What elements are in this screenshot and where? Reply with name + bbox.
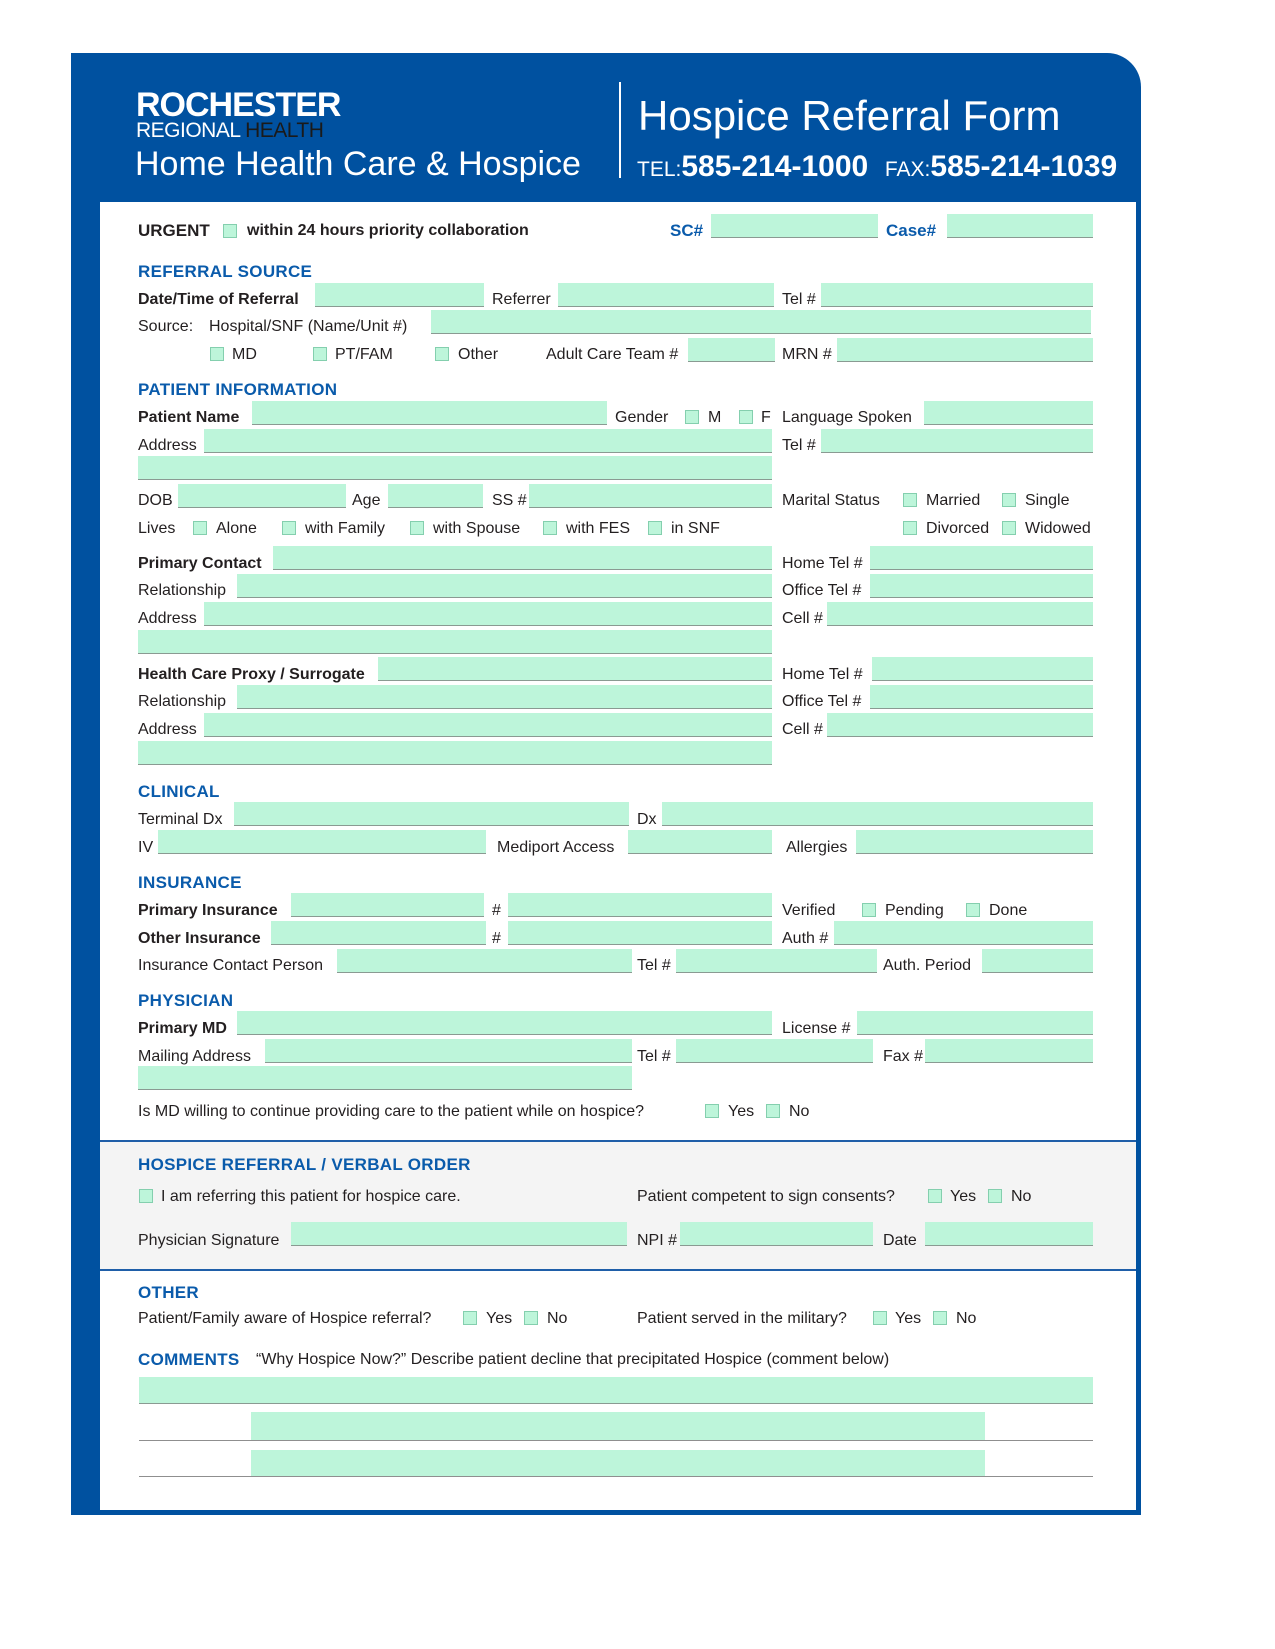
patient-name-field[interactable]: [252, 401, 607, 425]
alone-checkbox[interactable]: [193, 521, 207, 535]
hospital-field[interactable]: [431, 310, 1091, 334]
with-spouse-checkbox[interactable]: [410, 521, 424, 535]
physician-heading: PHYSICIAN: [138, 991, 234, 1010]
proxy-cell-field[interactable]: [827, 713, 1093, 737]
mrn-label: MRN #: [782, 346, 832, 363]
comments-prompt: “Why Hospice Now?” Describe patient decline that precipitated Hospice (comment below): [256, 1351, 890, 1368]
ss-field[interactable]: [529, 484, 772, 508]
military-question: Patient served in the military?: [637, 1310, 847, 1327]
competent-no-checkbox[interactable]: [988, 1189, 1002, 1203]
primary-md-label: Primary MD: [138, 1020, 227, 1037]
proxy-address-field[interactable]: [204, 713, 772, 737]
contact-home-tel-label: Home Tel #: [782, 555, 863, 572]
mailing-address-label: Mailing Address: [138, 1048, 251, 1065]
npi-label: NPI #: [637, 1232, 678, 1249]
competent-question: Patient competent to sign consents?: [637, 1188, 895, 1205]
done-checkbox[interactable]: [966, 903, 980, 917]
mediport-label: Mediport Access: [497, 839, 615, 856]
contact-address-label: Address: [138, 610, 197, 627]
form-title: Hospice Referral Form: [638, 92, 1061, 139]
contact-numbers: [637, 150, 1117, 187]
gender-f-checkbox[interactable]: [739, 410, 753, 424]
terminal-dx-field[interactable]: [234, 802, 629, 826]
case-field[interactable]: [947, 214, 1093, 238]
military-yes-label: Yes: [895, 1310, 922, 1327]
header-divider: [619, 82, 621, 178]
military-yes-checkbox[interactable]: [873, 1311, 887, 1325]
physician-tel-field[interactable]: [676, 1039, 873, 1063]
mailing-address-field[interactable]: [265, 1039, 632, 1063]
alone-label: Alone: [216, 520, 257, 537]
patient-tel-label: Tel #: [782, 437, 816, 454]
subtitle: Home Health Care & Hospice: [135, 145, 581, 183]
gender-m-checkbox[interactable]: [685, 410, 699, 424]
widowed-label: Widowed: [1025, 520, 1091, 537]
proxy-address-line2[interactable]: [138, 741, 772, 765]
dx-field[interactable]: [662, 802, 1093, 826]
marital-label: Marital Status: [782, 492, 880, 509]
insurance-heading: INSURANCE: [138, 873, 242, 892]
comments-rule-2: [139, 1440, 1093, 1441]
tel-label: TEL:: [637, 158, 682, 181]
other-insurance-number-field[interactable]: [508, 921, 772, 945]
contact-office-tel-label: Office Tel #: [782, 582, 862, 599]
contact-home-tel-field[interactable]: [870, 546, 1093, 570]
primary-insurance-number-label: #: [492, 902, 501, 919]
primary-md-field[interactable]: [237, 1011, 772, 1035]
comments-line-2[interactable]: [251, 1412, 985, 1440]
comments-heading: COMMENTS: [138, 1350, 240, 1369]
signature-label: Physician Signature: [138, 1232, 280, 1249]
proxy-office-tel-field[interactable]: [870, 685, 1093, 709]
contact-address-field[interactable]: [204, 602, 772, 626]
contact-relationship-field[interactable]: [237, 574, 772, 598]
auth-period-label: Auth. Period: [883, 957, 972, 974]
physician-fax-field[interactable]: [925, 1039, 1093, 1063]
allergies-field[interactable]: [856, 830, 1093, 854]
npi-field[interactable]: [680, 1222, 873, 1246]
aware-question: Patient/Family aware of Hospice referral?: [138, 1310, 432, 1327]
language-field[interactable]: [924, 401, 1093, 425]
urgent-label: URGENT: [138, 221, 210, 240]
divorced-checkbox[interactable]: [903, 521, 917, 535]
patient-tel-field[interactable]: [821, 429, 1093, 453]
in-snf-label: in SNF: [671, 520, 720, 537]
other-source-label: Other: [458, 346, 499, 363]
other-heading: OTHER: [138, 1283, 199, 1302]
other-insurance-number-label: #: [492, 930, 501, 947]
gender-f-label: F: [761, 409, 771, 426]
verbal-order-heading: HOSPICE REFERRAL / VERBAL ORDER: [138, 1155, 471, 1174]
adult-care-label: Adult Care Team #: [546, 346, 679, 363]
primary-contact-label: Primary Contact: [138, 555, 262, 572]
auth-field[interactable]: [834, 921, 1093, 945]
tel-number: 585-214-1000: [681, 150, 869, 183]
competent-yes-label: Yes: [950, 1188, 977, 1205]
sc-label: SC#: [670, 221, 704, 240]
sc-field[interactable]: [711, 214, 878, 238]
referrer-field[interactable]: [558, 283, 774, 307]
contact-cell-field[interactable]: [827, 602, 1093, 626]
md-continue-no-checkbox[interactable]: [766, 1104, 780, 1118]
license-label: License #: [782, 1020, 851, 1037]
primary-insurance-label: Primary Insurance: [138, 902, 278, 919]
physician-fax-label: Fax #: [883, 1048, 924, 1065]
age-field[interactable]: [388, 484, 483, 508]
proxy-office-tel-label: Office Tel #: [782, 693, 862, 710]
patient-address-label: Address: [138, 437, 197, 454]
contact-cell-label: Cell #: [782, 610, 823, 627]
married-checkbox[interactable]: [903, 493, 917, 507]
allergies-label: Allergies: [786, 839, 848, 856]
source-label: Source:: [138, 318, 194, 335]
urgent-note: within 24 hours priority collaboration: [247, 222, 529, 239]
md-continue-question: Is MD willing to continue providing care to the patient while on hospice?: [138, 1103, 645, 1120]
patient-address-line2[interactable]: [138, 456, 772, 480]
aware-yes-checkbox[interactable]: [463, 1311, 477, 1325]
dob-label: DOB: [138, 492, 173, 509]
adult-care-field[interactable]: [688, 338, 775, 362]
comments-rule-3: [139, 1476, 1093, 1477]
logo-rochester: ROCHESTER: [136, 86, 341, 124]
single-label: Single: [1025, 492, 1070, 509]
fax-number: 585-214-1039: [930, 150, 1118, 183]
gender-m-label: M: [708, 409, 722, 426]
insurance-tel-field[interactable]: [676, 949, 877, 973]
fax-label: FAX:: [884, 158, 931, 181]
primary-insurance-field[interactable]: [291, 893, 484, 917]
license-field[interactable]: [857, 1011, 1093, 1035]
married-label: Married: [926, 492, 981, 509]
with-family-label: with Family: [305, 520, 386, 537]
logo-regional-health: [136, 120, 323, 142]
date-field[interactable]: [925, 1222, 1093, 1246]
other-source-checkbox[interactable]: [435, 347, 449, 361]
mediport-field[interactable]: [628, 830, 772, 854]
insurance-contact-label: Insurance Contact Person: [138, 957, 323, 974]
other-insurance-label: Other Insurance: [138, 930, 261, 947]
primary-insurance-number-field[interactable]: [508, 893, 772, 917]
iv-label: IV: [138, 839, 154, 856]
lives-label: Lives: [138, 520, 176, 537]
referral-source-heading: REFERRAL SOURCE: [138, 262, 313, 281]
single-checkbox[interactable]: [1002, 493, 1016, 507]
contact-relationship-label: Relationship: [138, 582, 227, 599]
aware-no-checkbox[interactable]: [524, 1311, 538, 1325]
mrn-field[interactable]: [837, 338, 1093, 362]
patient-address-field[interactable]: [204, 429, 772, 453]
auth-label: Auth #: [782, 930, 829, 947]
proxy-home-tel-label: Home Tel #: [782, 666, 863, 683]
logo-regional: REGIONAL: [136, 119, 240, 142]
dob-field[interactable]: [178, 484, 346, 508]
ptfam-label: PT/FAM: [335, 346, 393, 363]
urgent-checkbox[interactable]: [223, 224, 237, 238]
contact-office-tel-field[interactable]: [870, 574, 1093, 598]
dx-label: Dx: [637, 811, 657, 828]
done-label: Done: [989, 902, 1028, 919]
age-label: Age: [352, 492, 381, 509]
gender-label: Gender: [615, 409, 669, 426]
other-insurance-field[interactable]: [271, 921, 486, 945]
competent-no-label: No: [1011, 1188, 1032, 1205]
proxy-relationship-label: Relationship: [138, 693, 227, 710]
referrer-tel-label: Tel #: [782, 291, 816, 308]
widowed-checkbox[interactable]: [1002, 521, 1016, 535]
verified-label: Verified: [782, 902, 836, 919]
referring-label: I am referring this patient for hospice care.: [161, 1188, 461, 1205]
datetime-label: Date/Time of Referral: [138, 291, 299, 308]
with-spouse-label: with Spouse: [433, 520, 521, 537]
contact-address-line2[interactable]: [138, 630, 772, 654]
md-continue-yes-label: Yes: [728, 1103, 755, 1120]
ptfam-checkbox[interactable]: [313, 347, 327, 361]
datetime-field[interactable]: [315, 283, 484, 307]
hospital-label: Hospital/SNF (Name/Unit #): [209, 318, 408, 335]
auth-period-field[interactable]: [982, 949, 1093, 973]
patient-info-heading: PATIENT INFORMATION: [138, 380, 338, 399]
md-label: MD: [232, 346, 257, 363]
comments-line-3[interactable]: [251, 1450, 985, 1476]
aware-no-label: No: [547, 1310, 568, 1327]
with-fes-label: with FES: [566, 520, 631, 537]
proxy-field[interactable]: [378, 657, 772, 681]
mailing-address-line2[interactable]: [138, 1066, 632, 1090]
proxy-cell-label: Cell #: [782, 721, 823, 738]
terminal-dx-label: Terminal Dx: [138, 811, 223, 828]
referrer-label: Referrer: [492, 291, 551, 308]
md-continue-no-label: No: [789, 1103, 810, 1120]
proxy-home-tel-field[interactable]: [872, 657, 1093, 681]
with-fes-checkbox[interactable]: [543, 521, 557, 535]
language-label: Language Spoken: [782, 409, 912, 426]
insurance-tel-label: Tel #: [637, 957, 671, 974]
divorced-label: Divorced: [926, 520, 990, 537]
insurance-contact-field[interactable]: [337, 949, 632, 973]
in-snf-checkbox[interactable]: [648, 521, 662, 535]
primary-contact-field[interactable]: [273, 546, 772, 570]
physician-tel-label: Tel #: [637, 1048, 671, 1065]
ss-label: SS #: [492, 492, 527, 509]
comments-line-1[interactable]: [139, 1377, 1093, 1404]
with-family-checkbox[interactable]: [282, 521, 296, 535]
competent-yes-checkbox[interactable]: [928, 1189, 942, 1203]
patient-name-label: Patient Name: [138, 409, 240, 426]
military-no-checkbox[interactable]: [933, 1311, 947, 1325]
logo-health: HEALTH: [245, 119, 324, 142]
referrer-tel-field[interactable]: [821, 283, 1093, 307]
referring-checkbox[interactable]: [139, 1189, 153, 1203]
md-checkbox[interactable]: [210, 347, 224, 361]
proxy-address-label: Address: [138, 721, 197, 738]
military-no-label: No: [956, 1310, 977, 1327]
proxy-relationship-field[interactable]: [237, 685, 772, 709]
aware-yes-label: Yes: [486, 1310, 513, 1327]
proxy-label: Health Care Proxy / Surrogate: [138, 666, 365, 683]
signature-field[interactable]: [291, 1222, 627, 1246]
case-label: Case#: [886, 221, 937, 240]
pending-label: Pending: [885, 902, 944, 919]
pending-checkbox[interactable]: [862, 903, 876, 917]
md-continue-yes-checkbox[interactable]: [705, 1104, 719, 1118]
clinical-heading: CLINICAL: [138, 782, 220, 801]
date-label: Date: [883, 1232, 917, 1249]
iv-field[interactable]: [158, 830, 486, 854]
